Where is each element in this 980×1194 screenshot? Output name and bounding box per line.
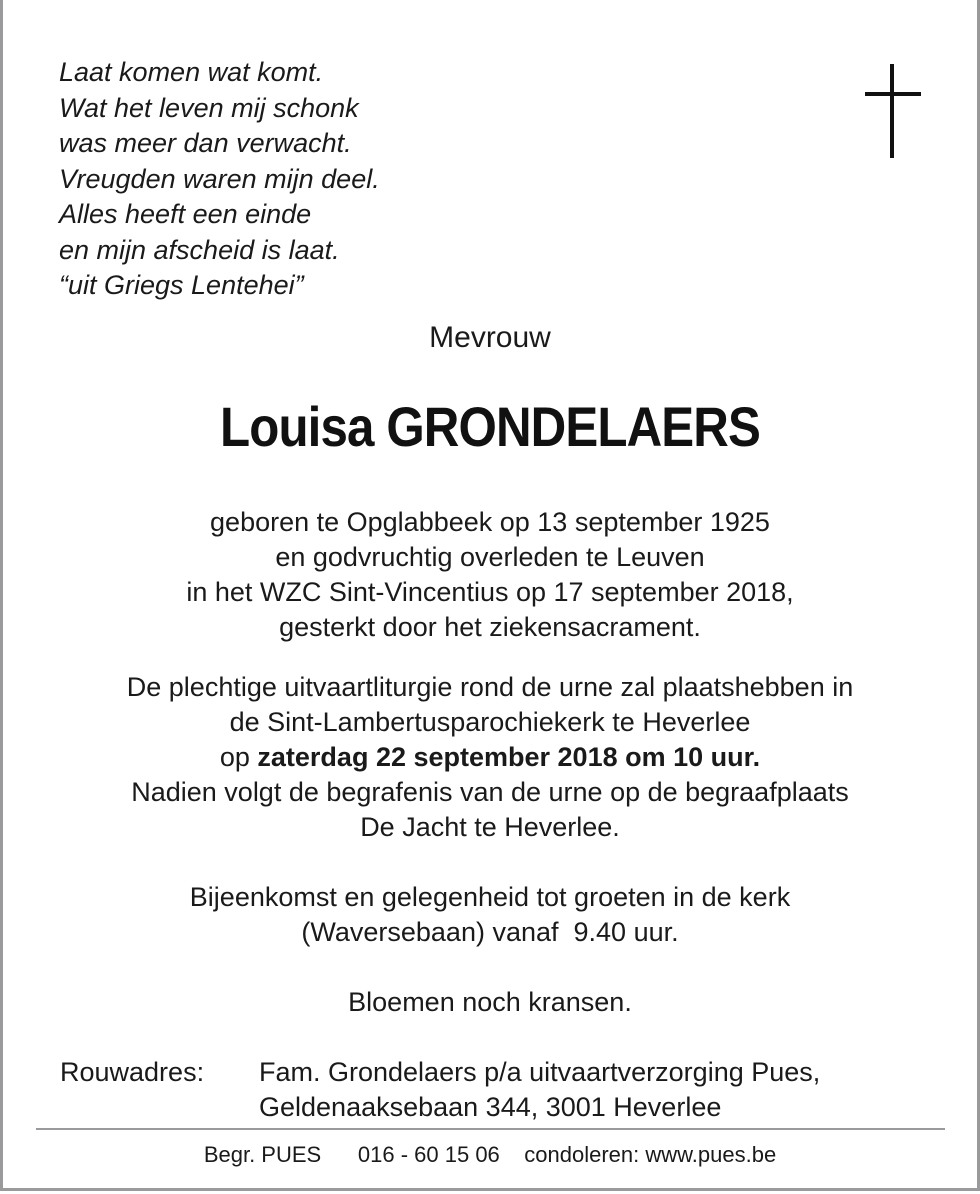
phone: 016 - 60 15 06: [357, 1142, 500, 1167]
poem-line: Vreugden waren mijn deel.: [59, 163, 380, 194]
poem-line: was meer dan verwacht.: [59, 128, 352, 158]
condolences-link[interactable]: condoleren: www.pues.be: [524, 1142, 777, 1167]
address-label: Rouwadres:: [60, 1057, 205, 1087]
text-line: Bijeenkomst en gelegenheid tot groeten in de kerk: [189, 882, 791, 912]
text-line: De plechtige uitvaartliturgie rond de urne zal plaatshebben in: [126, 672, 854, 702]
deceased-name: Louisa GRONDELAERS: [220, 395, 760, 458]
text-line: in het WZC Sint-Vincentius op 17 september 2018,: [186, 577, 794, 607]
poem-line: “uit Griegs Lentehei”: [59, 270, 304, 300]
address-line: Geldenaaksebaan 344, 3001 Heverlee: [259, 1092, 722, 1122]
undertaker: Begr. PUES: [203, 1142, 322, 1167]
poem-line: Laat komen wat komt.: [59, 57, 324, 87]
cross-icon: [865, 64, 921, 158]
text-line: de Sint-Lambertusparochiekerk te Heverlee: [229, 707, 751, 737]
ceremony-date-line: [0, 740, 980, 775]
footer: [0, 1141, 980, 1169]
address-line: Fam. Grondelaers p/a uitvaartverzorging Pues,: [259, 1057, 821, 1087]
poem-line: Wat het leven mij schonk: [59, 92, 359, 123]
text-line: en godvruchtig overleden te Leuven: [275, 542, 705, 572]
text-line: gesterkt door het ziekensacrament.: [279, 612, 701, 642]
text-prefix: op: [219, 742, 258, 772]
gathering-block: [0, 880, 980, 950]
text-line: De Jacht te Heverlee.: [360, 812, 620, 842]
text-line: Nadien volgt de begrafenis van de urne op de begraafplaats: [131, 777, 849, 807]
poem: [59, 55, 380, 304]
text-line: (Waversebaan) vanaf 9.40 uur.: [301, 917, 679, 947]
poem-line: Alles heeft een einde: [59, 199, 312, 229]
salutation: Mevrouw: [429, 321, 551, 354]
ceremony-block: [0, 670, 980, 845]
poem-line: en mijn afscheid is laat.: [59, 234, 340, 265]
address-lines: [259, 1055, 820, 1125]
divider: [36, 1128, 945, 1130]
birth-death-block: [0, 505, 980, 645]
ceremony-date: zaterdag 22 september 2018 om 10 uur.: [257, 742, 761, 772]
text-line: geboren te Opglabbeek op 13 september 1925: [210, 507, 770, 537]
flowers-note: Bloemen noch kransen.: [348, 987, 632, 1017]
